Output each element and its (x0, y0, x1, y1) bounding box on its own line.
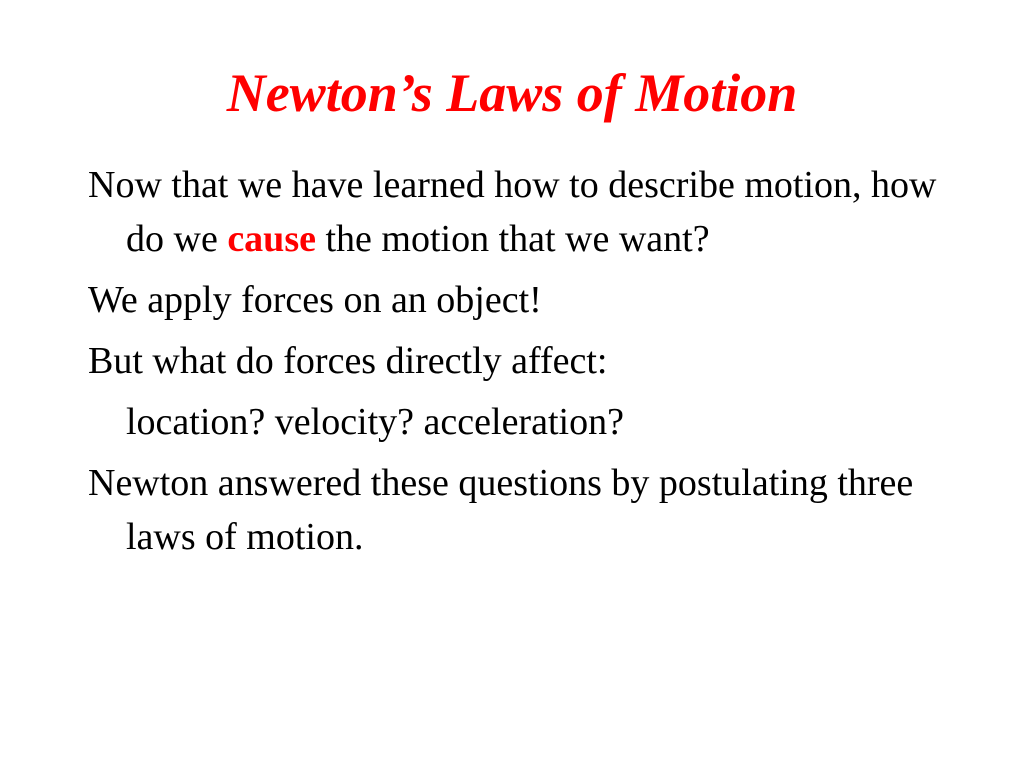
emphasis-cause: cause (227, 218, 316, 260)
paragraph-newton-answer: Newton answered these questions by postulating three laws of motion. (88, 462, 914, 558)
paragraph-options: location? velocity? acceleration? (126, 401, 624, 443)
paragraph-text-before: Now that we have learned how to describe motion, how do we (88, 164, 937, 260)
slide-title: Newton’s Laws of Motion (226, 63, 798, 123)
paragraph-apply-forces: We apply forces on an object! (88, 279, 542, 321)
slide-body (88, 158, 948, 571)
paragraph-text-after: the motion that we want? (315, 218, 710, 260)
paragraph-describe-motion (88, 158, 948, 266)
paragraph-forces-affect: But what do forces directly affect: (88, 340, 608, 382)
